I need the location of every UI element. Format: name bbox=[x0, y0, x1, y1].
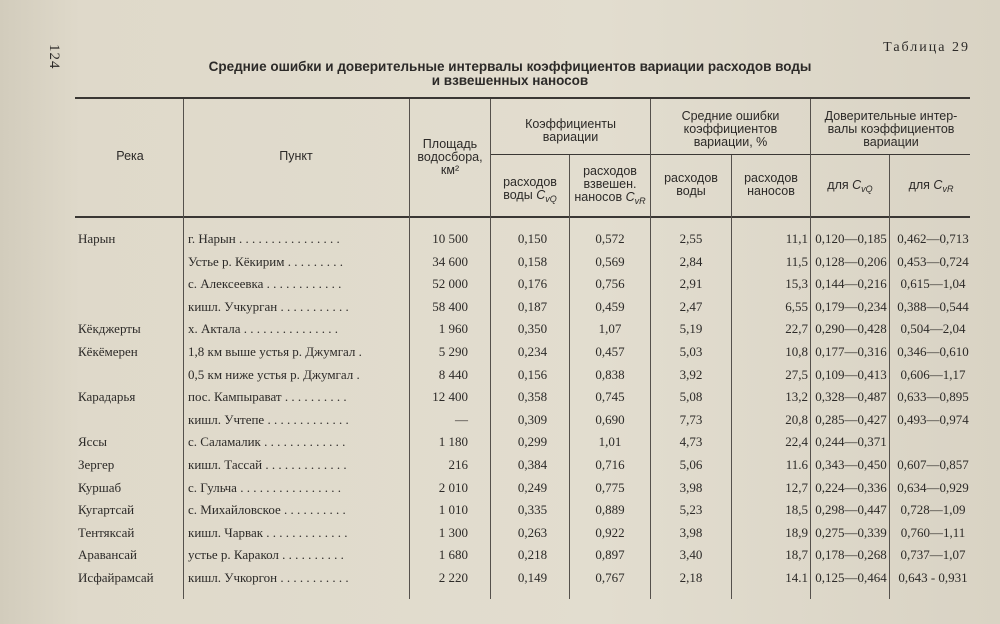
error-sediment: 12,7 bbox=[785, 479, 808, 495]
catchment-area: 58 400 bbox=[432, 298, 468, 314]
interval-cvq: 0,179—0,234 bbox=[815, 298, 887, 314]
coef-cvr: 0,716 bbox=[595, 457, 625, 472]
coef-cvr: 0,767 bbox=[595, 570, 625, 585]
coef-cvr: 0,745 bbox=[595, 389, 625, 405]
interval-cvr: 0,493—0,974 bbox=[897, 411, 969, 427]
gauge-point: с. Гульча . . . . . . . . . . . . . . . . bbox=[188, 479, 341, 495]
river-name: Исфайрамсай bbox=[78, 570, 154, 585]
table-row bbox=[0, 367, 1000, 389]
coef-cvq: 0,234 bbox=[517, 344, 548, 359]
coef-cvr: 0,457 bbox=[595, 344, 625, 359]
table-label: Таблица 29 bbox=[883, 40, 970, 55]
header-point: Пункт bbox=[279, 149, 313, 163]
coef-cvr: 0,922 bbox=[595, 524, 625, 540]
subheader-cvq-l1: расходов bbox=[503, 175, 557, 189]
gauge-point: с. Михайловское . . . . . . . . . . bbox=[188, 502, 346, 518]
header-intervals-l2: валы коэффициентов bbox=[827, 122, 955, 136]
interval-cvq: 0,177—0,316 bbox=[815, 344, 887, 359]
header-area-l3: км² bbox=[440, 163, 460, 177]
river-name: Яссы bbox=[78, 434, 107, 450]
interval-cvq: 0,298—0,447 bbox=[815, 502, 887, 518]
header-errors-l1: Средние ошибки bbox=[681, 109, 780, 123]
error-water: 2,84 bbox=[679, 253, 703, 269]
interval-cvq: 0,128—0,206 bbox=[815, 253, 887, 269]
symbol-c: C bbox=[852, 178, 862, 192]
interval-cvq: 0,224—0,336 bbox=[815, 479, 887, 495]
gauge-point: с. Алексеевка . . . . . . . . . . . . bbox=[188, 276, 342, 292]
coef-cvq: 0,358 bbox=[517, 389, 548, 405]
error-sediment: 11,1 bbox=[785, 231, 808, 246]
table-row bbox=[0, 547, 1000, 569]
interval-cvq: 0,244—0,371 bbox=[815, 434, 887, 450]
subheader-cvq bbox=[491, 176, 569, 206]
catchment-area: 2 220 bbox=[438, 570, 468, 585]
error-sediment: 18,9 bbox=[785, 524, 808, 540]
interval-cvq: 0,120—0,185 bbox=[815, 231, 887, 246]
subheader-cvq-l2 bbox=[491, 189, 569, 206]
table-row bbox=[0, 389, 1000, 411]
interval-cvr: 0,760—1,11 bbox=[900, 524, 966, 540]
gauge-point: Устье р. Кёкирим . . . . . . . . . bbox=[188, 253, 343, 269]
coef-cvq: 0,384 bbox=[517, 457, 548, 472]
gauge-point: с. Саламалик . . . . . . . . . . . . . bbox=[188, 434, 346, 450]
header-errors bbox=[651, 110, 810, 149]
gauge-point: 1,8 км выше устья р. Джумгал . bbox=[188, 344, 362, 359]
gauge-point: кишл. Чарвак . . . . . . . . . . . . . bbox=[188, 524, 348, 540]
subheader-ir-word: для bbox=[908, 178, 930, 192]
gauge-point: кишл. Учкурган . . . . . . . . . . . bbox=[188, 298, 349, 314]
interval-cvq: 0,178—0,268 bbox=[815, 547, 887, 563]
coef-cvr: 0,569 bbox=[595, 253, 625, 269]
coef-cvq: 0,350 bbox=[517, 321, 548, 337]
header-coef bbox=[491, 118, 650, 144]
symbol-c: C bbox=[625, 190, 635, 204]
header-area-l2: водосбора, bbox=[417, 150, 483, 164]
error-water: 5,23 bbox=[679, 502, 703, 518]
error-water: 5,06 bbox=[679, 457, 703, 472]
interval-cvq: 0,144—0,216 bbox=[815, 276, 887, 292]
gauge-point: устье р. Каракол . . . . . . . . . . bbox=[188, 547, 344, 563]
coef-cvq: 0,299 bbox=[517, 434, 548, 450]
symbol-c: C bbox=[536, 188, 546, 202]
coef-cvq: 0,309 bbox=[517, 411, 548, 427]
header-errors-l2: коэффициентов bbox=[683, 122, 778, 136]
river-name: Нарын bbox=[78, 231, 116, 246]
table-row bbox=[0, 299, 1000, 321]
river-name: Кёкёмерен bbox=[78, 344, 138, 359]
coef-cvq: 0,149 bbox=[517, 570, 548, 585]
interval-cvq: 0,328—0,487 bbox=[815, 389, 887, 405]
table-title bbox=[180, 60, 840, 88]
table-row bbox=[0, 434, 1000, 456]
catchment-area: 52 000 bbox=[432, 276, 468, 292]
header-coef-l1: Коэффициенты bbox=[525, 117, 616, 131]
interval-cvr: 0,504—2,04 bbox=[900, 321, 966, 337]
interval-cvq: 0,109—0,413 bbox=[815, 366, 887, 382]
subheader-er-l2: наносов bbox=[747, 184, 795, 198]
catchment-area: 2 010 bbox=[438, 479, 468, 495]
error-water: 7,73 bbox=[679, 411, 703, 427]
table-row bbox=[0, 231, 1000, 253]
error-water: 3,98 bbox=[679, 524, 703, 540]
symbol-vq: vQ bbox=[861, 184, 873, 194]
gauge-point: кишл. Учкоргон . . . . . . . . . . . bbox=[188, 570, 349, 585]
subheader-eq-l2: воды bbox=[676, 184, 706, 198]
table-row bbox=[0, 321, 1000, 343]
error-sediment: 14.1 bbox=[785, 570, 808, 585]
header-mid-rule bbox=[490, 154, 970, 155]
river-name: Карадарья bbox=[78, 389, 136, 405]
table-row bbox=[0, 412, 1000, 434]
interval-cvq: 0,125—0,464 bbox=[815, 570, 887, 585]
gauge-point: кишл. Тассай . . . . . . . . . . . . . bbox=[188, 457, 347, 472]
coef-cvr: 1,01 bbox=[598, 434, 622, 450]
gauge-point: 0,5 км ниже устья р. Джумгал . bbox=[188, 366, 360, 382]
subheader-cvr-l2: взвешен. bbox=[583, 177, 637, 191]
table-row bbox=[0, 480, 1000, 502]
error-sediment: 6,55 bbox=[785, 298, 808, 314]
gauge-point: г. Нарын . . . . . . . . . . . . . . . . bbox=[188, 231, 340, 246]
coef-cvq: 0,249 bbox=[517, 479, 548, 495]
table-row bbox=[0, 570, 1000, 592]
table-row bbox=[0, 457, 1000, 479]
error-water: 3,40 bbox=[679, 547, 703, 563]
error-sediment: 15,3 bbox=[785, 276, 808, 292]
table-row bbox=[0, 254, 1000, 276]
coef-cvq: 0,150 bbox=[517, 231, 548, 246]
coef-cvr: 0,756 bbox=[595, 276, 625, 292]
error-sediment: 11.6 bbox=[785, 457, 808, 472]
error-sediment: 13,2 bbox=[785, 389, 808, 405]
header-area-l1: Площадь bbox=[422, 137, 478, 151]
error-water: 5,03 bbox=[679, 344, 703, 359]
interval-cvr: 0,615—1,04 bbox=[900, 276, 966, 292]
river-name: Зергер bbox=[78, 457, 115, 472]
coef-cvr: 1,07 bbox=[598, 321, 622, 337]
error-sediment: 18,5 bbox=[785, 502, 808, 518]
subheader-cvr bbox=[570, 165, 650, 208]
catchment-area: 1 180 bbox=[438, 434, 468, 450]
header-bottom-rule bbox=[75, 216, 970, 218]
river-name: Аравансай bbox=[78, 547, 138, 563]
header-river: Река bbox=[116, 149, 144, 163]
interval-cvr: 0,737—1,07 bbox=[900, 547, 966, 563]
error-sediment: 20,8 bbox=[785, 411, 808, 427]
error-sediment: 22,4 bbox=[785, 434, 808, 450]
error-sediment: 18,7 bbox=[785, 547, 808, 563]
catchment-area: 5 290 bbox=[438, 344, 468, 359]
error-water: 3,98 bbox=[679, 479, 703, 495]
table-row bbox=[0, 344, 1000, 366]
coef-cvq: 0,335 bbox=[517, 502, 548, 518]
symbol-vr: vR bbox=[634, 196, 646, 206]
error-water: 2,55 bbox=[679, 231, 703, 246]
interval-cvr: 0,462—0,713 bbox=[897, 231, 969, 246]
table-row bbox=[0, 276, 1000, 298]
table-row bbox=[0, 502, 1000, 524]
subheader-eq bbox=[651, 172, 731, 198]
error-water: 3,92 bbox=[679, 366, 703, 382]
subheader-ir bbox=[890, 179, 972, 196]
catchment-area: 1 960 bbox=[438, 321, 468, 337]
error-water: 4,73 bbox=[679, 434, 703, 450]
gauge-point: кишл. Учтепе . . . . . . . . . . . . . bbox=[188, 411, 349, 427]
coef-cvq: 0,263 bbox=[517, 524, 548, 540]
header-errors-l3: вариации, % bbox=[693, 135, 768, 149]
symbol-vq: vQ bbox=[545, 194, 557, 204]
river-name: Кёкджерты bbox=[78, 321, 141, 337]
error-water: 2,47 bbox=[679, 298, 703, 314]
coef-cvr: 0,459 bbox=[595, 298, 625, 314]
error-water: 2,18 bbox=[679, 570, 703, 585]
subheader-iq-word: для bbox=[827, 178, 849, 192]
title-line-1: Средние ошибки и доверительные интервалы коэффициентов вариации расходов воды bbox=[208, 59, 812, 74]
error-sediment: 22,7 bbox=[785, 321, 808, 337]
interval-cvr: 0,606—1,17 bbox=[900, 366, 966, 382]
symbol-c: C bbox=[933, 178, 943, 192]
subheader-cvr-l3 bbox=[570, 191, 650, 208]
catchment-area: 10 500 bbox=[432, 231, 468, 246]
interval-cvq: 0,285—0,427 bbox=[815, 411, 887, 427]
catchment-area: — bbox=[455, 411, 468, 427]
subheader-cvq-word: воды bbox=[503, 188, 533, 202]
header-coef-l2: вариации bbox=[542, 130, 599, 144]
interval-cvr: 0,643 - 0,931 bbox=[898, 570, 968, 585]
header-intervals-l1: Доверительные интер- bbox=[824, 109, 958, 123]
title-line-2: и взвешенных наносов bbox=[431, 73, 589, 88]
coef-cvq: 0,176 bbox=[517, 276, 548, 292]
catchment-area: 8 440 bbox=[438, 366, 468, 382]
coef-cvr: 0,572 bbox=[595, 231, 625, 246]
coef-cvr: 0,838 bbox=[595, 366, 625, 382]
coef-cvr: 0,897 bbox=[595, 547, 625, 563]
river-name: Кугартсай bbox=[78, 502, 135, 518]
catchment-area: 1 680 bbox=[438, 547, 468, 563]
interval-cvr: 0,728—1,09 bbox=[900, 502, 966, 518]
interval-cvq: 0,275—0,339 bbox=[815, 524, 887, 540]
river-name: Тентяксай bbox=[78, 524, 135, 540]
interval-cvr: 0,634—0,929 bbox=[897, 479, 969, 495]
gauge-point: х. Актала . . . . . . . . . . . . . . . bbox=[188, 321, 339, 337]
interval-cvr: 0,633—0,895 bbox=[897, 389, 969, 405]
header-area bbox=[410, 138, 490, 177]
error-water: 2,91 bbox=[679, 276, 703, 292]
error-sediment: 11,5 bbox=[785, 253, 808, 269]
subheader-iq bbox=[811, 179, 889, 196]
interval-cvq: 0,343—0,450 bbox=[815, 457, 887, 472]
coef-cvq: 0,218 bbox=[517, 547, 548, 563]
coef-cvr: 0,889 bbox=[595, 502, 625, 518]
interval-cvr: 0,346—0,610 bbox=[897, 344, 969, 359]
subheader-er-l1: расходов bbox=[744, 171, 798, 185]
subheader-cvr-l1: расходов bbox=[583, 164, 637, 178]
coef-cvq: 0,187 bbox=[517, 298, 548, 314]
error-water: 5,08 bbox=[679, 389, 703, 405]
catchment-area: 34 600 bbox=[432, 253, 468, 269]
subheader-er bbox=[732, 172, 810, 198]
subheader-cvr-word: наносов bbox=[574, 190, 623, 204]
error-sediment: 27,5 bbox=[785, 366, 808, 382]
subheader-eq-l1: расходов bbox=[664, 171, 718, 185]
catchment-area: 12 400 bbox=[432, 389, 468, 405]
header-intervals bbox=[811, 110, 971, 149]
gauge-point: пос. Кампырават . . . . . . . . . . bbox=[188, 389, 347, 405]
interval-cvq: 0,290—0,428 bbox=[815, 321, 887, 337]
table-row bbox=[0, 525, 1000, 547]
header-intervals-l3: вариации bbox=[863, 135, 919, 149]
interval-cvr: 0,388—0,544 bbox=[897, 298, 969, 314]
interval-cvr: 0,453—0,724 bbox=[897, 253, 969, 269]
catchment-area: 216 bbox=[448, 457, 468, 472]
river-name: Куршаб bbox=[78, 479, 122, 495]
coef-cvq: 0,158 bbox=[517, 253, 548, 269]
symbol-vr: vR bbox=[942, 184, 954, 194]
header-top-rule bbox=[75, 97, 970, 99]
catchment-area: 1 300 bbox=[438, 524, 468, 540]
coef-cvr: 0,775 bbox=[595, 479, 625, 495]
error-water: 5,19 bbox=[679, 321, 703, 337]
catchment-area: 1 010 bbox=[438, 502, 468, 518]
error-sediment: 10,8 bbox=[785, 344, 808, 359]
page-number: 124 bbox=[46, 44, 62, 70]
interval-cvr: 0,607—0,857 bbox=[897, 457, 969, 472]
coef-cvr: 0,690 bbox=[595, 411, 625, 427]
coef-cvq: 0,156 bbox=[517, 366, 548, 382]
